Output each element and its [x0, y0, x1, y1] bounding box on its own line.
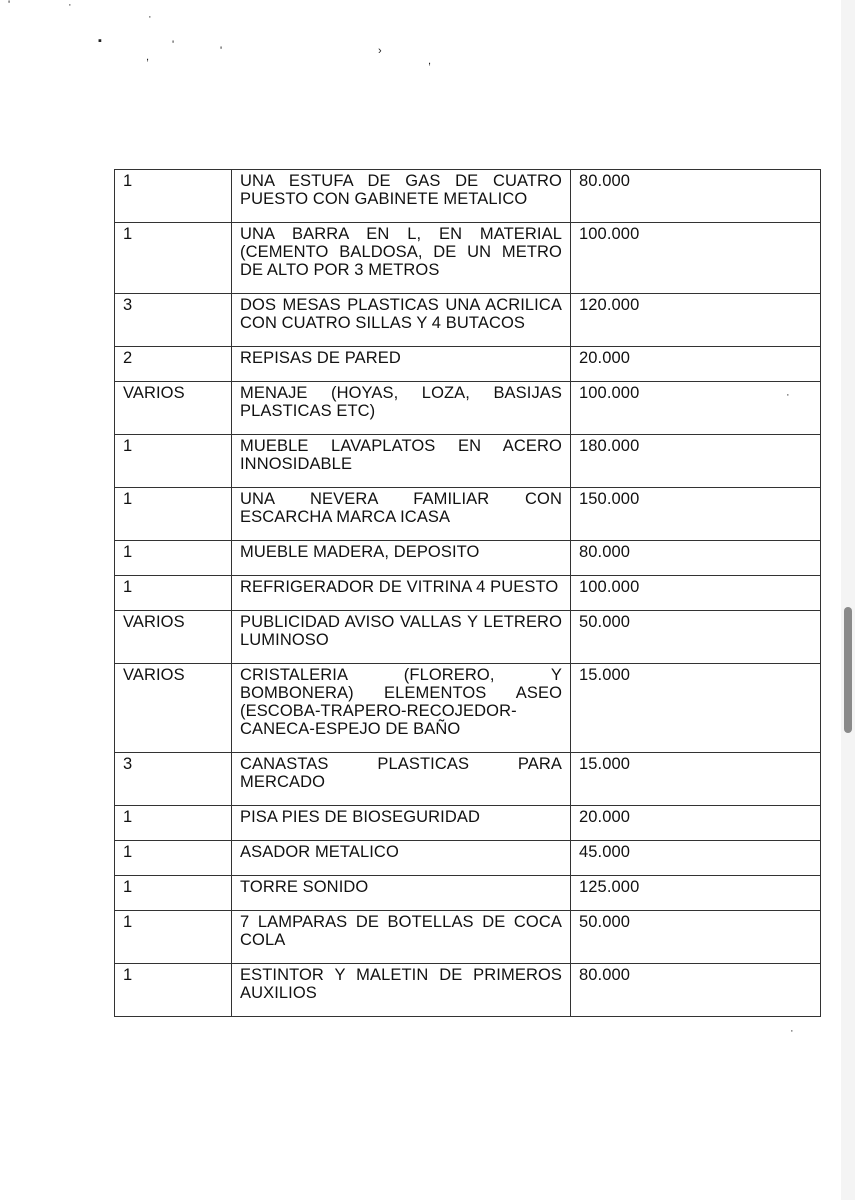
qty-cell: 1 [115, 223, 232, 294]
scrollbar-track[interactable] [841, 0, 855, 1200]
value-cell: 50.000 [571, 911, 821, 964]
qty-cell: VARIOS [115, 611, 232, 664]
value-cell: 80.000 [571, 170, 821, 223]
table-row [115, 382, 821, 435]
table-row [115, 876, 821, 911]
description-cell: 7 LAMPARAS DE BOTELLAS DE COCA COLA [232, 911, 571, 964]
table-row [115, 806, 821, 841]
value-cell: 120.000 [571, 294, 821, 347]
description-cell: MUEBLE MADERA, DEPOSITO [232, 541, 571, 576]
value-cell: 100.000 [571, 576, 821, 611]
value-cell: 15.000 [571, 664, 821, 753]
value-cell: 125.000 [571, 876, 821, 911]
value-cell: 20.000 [571, 347, 821, 382]
description-cell: PISA PIES DE BIOSEGURIDAD [232, 806, 571, 841]
scan-speck: · [148, 11, 152, 23]
scan-speck: , [146, 51, 150, 63]
scan-speck: ▪ [98, 35, 102, 47]
description-cell: ESTINTOR Y MALETIN DE PRIMEROS AUXILIOS [232, 964, 571, 1017]
qty-cell: 1 [115, 876, 232, 911]
qty-cell: 1 [115, 488, 232, 541]
scrollbar-thumb[interactable] [844, 607, 852, 733]
description-cell: PUBLICIDAD AVISO VALLAS Y LETRERO LUMINOSO [232, 611, 571, 664]
value-cell: 80.000 [571, 964, 821, 1017]
qty-cell: 1 [115, 435, 232, 488]
value-cell: 45.000 [571, 841, 821, 876]
value-cell: 50.000 [571, 611, 821, 664]
qty-cell: 3 [115, 294, 232, 347]
qty-cell: VARIOS [115, 664, 232, 753]
scan-speck: · [790, 1025, 794, 1037]
description-cell: CRISTALERIA (FLORERO, Y BOMBONERA) ELEMENTOS ASEO (ESCOBA-TRAPERO-RECOJEDOR-CANECA-ESPEJO DE BAÑO [232, 664, 571, 753]
table-row [115, 841, 821, 876]
qty-cell: 1 [115, 911, 232, 964]
value-cell: 180.000 [571, 435, 821, 488]
qty-cell: 1 [115, 841, 232, 876]
description-cell: CANASTAS PLASTICAS PARA MERCADO [232, 753, 571, 806]
table-row [115, 964, 821, 1017]
scan-speck: ' [220, 45, 223, 57]
scan-speck: · [786, 389, 790, 401]
table-row [115, 223, 821, 294]
table-row [115, 576, 821, 611]
description-cell: UNA NEVERA FAMILIAR CON ESCARCHA MARCA ICASA [232, 488, 571, 541]
value-cell: 100.000 [571, 382, 821, 435]
qty-cell: 1 [115, 170, 232, 223]
value-cell: 150.000 [571, 488, 821, 541]
table-row [115, 664, 821, 753]
table-row [115, 435, 821, 488]
qty-cell: 3 [115, 753, 232, 806]
table-row [115, 753, 821, 806]
scan-speck: › [378, 45, 382, 57]
description-cell: TORRE SONIDO [232, 876, 571, 911]
table-row [115, 294, 821, 347]
description-cell: UNA BARRA EN L, EN MATERIAL (CEMENTO BALDOSA, DE UN METRO DE ALTO POR 3 METROS [232, 223, 571, 294]
scan-speck: ' [172, 39, 175, 51]
qty-cell: 1 [115, 576, 232, 611]
description-cell: MENAJE (HOYAS, LOZA, BASIJAS PLASTICAS ETC) [232, 382, 571, 435]
scan-speck: · [68, 0, 72, 11]
table-row [115, 347, 821, 382]
table-row [115, 170, 821, 223]
table-row [115, 911, 821, 964]
qty-cell: 1 [115, 541, 232, 576]
qty-cell: 1 [115, 806, 232, 841]
description-cell: ASADOR METALICO [232, 841, 571, 876]
scan-speck: , [428, 55, 432, 67]
table-row [115, 541, 821, 576]
inventory-table-body [115, 170, 821, 1017]
value-cell: 20.000 [571, 806, 821, 841]
description-cell: UNA ESTUFA DE GAS DE CUATRO PUESTO CON GABINETE METALICO [232, 170, 571, 223]
qty-cell: VARIOS [115, 382, 232, 435]
qty-cell: 2 [115, 347, 232, 382]
qty-cell: 1 [115, 964, 232, 1017]
table-row [115, 488, 821, 541]
description-cell: DOS MESAS PLASTICAS UNA ACRILICA CON CUATRO SILLAS Y 4 BUTACOS [232, 294, 571, 347]
description-cell: REPISAS DE PARED [232, 347, 571, 382]
value-cell: 100.000 [571, 223, 821, 294]
description-cell: MUEBLE LAVAPLATOS EN ACERO INNOSIDABLE [232, 435, 571, 488]
table-row [115, 611, 821, 664]
scan-speck: ' [8, 0, 11, 11]
value-cell: 15.000 [571, 753, 821, 806]
description-cell: REFRIGERADOR DE VITRINA 4 PUESTO [232, 576, 571, 611]
inventory-table [114, 169, 821, 1017]
value-cell: 80.000 [571, 541, 821, 576]
